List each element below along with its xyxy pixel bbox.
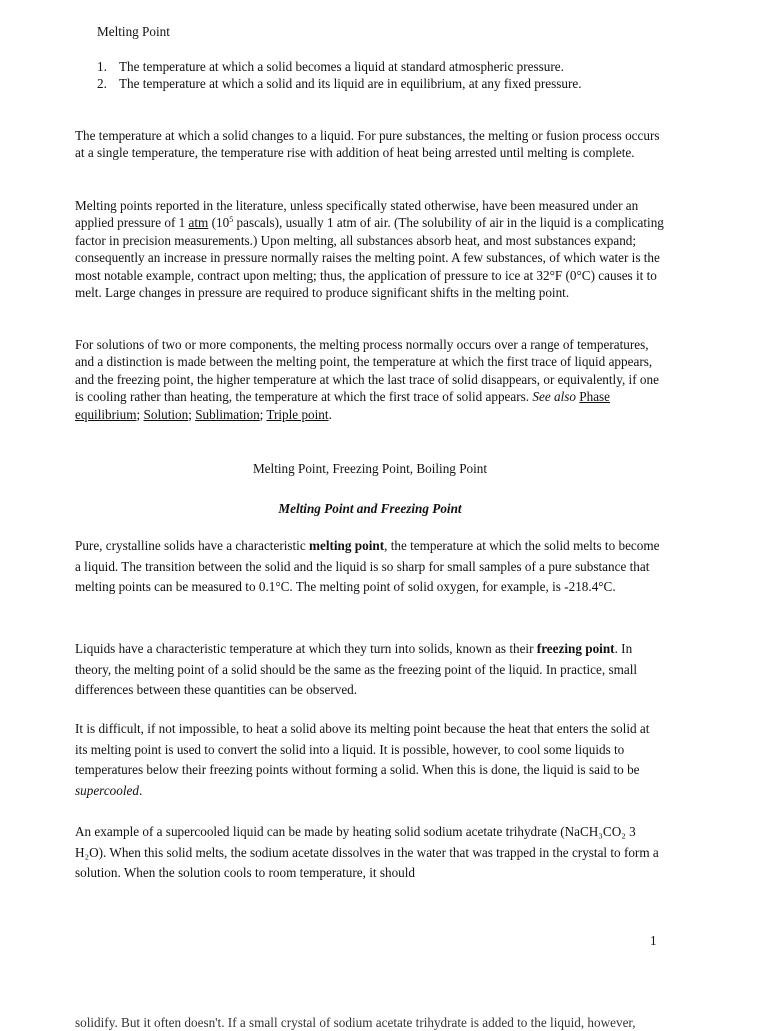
definition-item xyxy=(97,75,697,92)
link-phase-equilibrium[interactable]: Phase equilibrium xyxy=(75,389,611,422)
link-sublimation[interactable]: Sublimation xyxy=(195,406,260,422)
separator: ; xyxy=(188,406,196,422)
text-span: (10 xyxy=(208,215,230,231)
link-solution[interactable]: Solution xyxy=(143,406,189,422)
text-span: pascals), usually 1 atm of air. (The solubility of air in the liquid is a complicating factor in precision measurements.) Upon melting, all substances absorb heat, and most substances expand; consequently an increase in pressure normally raises the melting point. A few substances, of which water is the most notable example, contract upon melting; thus, the application of pressure to ice at 32°F (0°C) causes it to melt. Large changes in pressure are required to produce significant shifts in the melting point. xyxy=(75,215,664,301)
paragraph-sodium-acetate: An example of a supercooled liquid can be made by heating solid sodium acetate trihydrate (NaCH₃CO₂ 3 H₂O). When this solid melts, the sodium acetate dissolves in the water that was trapped in the crystal to form a solution. When the solution cools to room temperature, it should xyxy=(75,824,659,881)
paragraph-melting-point xyxy=(75,536,665,598)
page-number: 1 xyxy=(650,933,657,948)
section-heading: Melting Point, Freezing Point, Boiling Point xyxy=(252,461,488,476)
text-span: It is difficult, if not impossible, to heat a solid above its melting point because the heat that enters the solid at its melting point is used to convert the solid into a liquid. It is possible, however, to cool some liquids to temperatures below their freezing points without forming a solid. When this is done, the liquid is said to be xyxy=(75,721,650,778)
paragraph-supercooling xyxy=(75,719,665,801)
definition-text: The temperature at which a solid and its liquid are in equilibrium, at any fixed pressure. xyxy=(119,76,582,91)
text-span: Melting points reported in the literature, unless specifically stated otherwise, have been measured under an applied pressure of 1 xyxy=(75,198,639,231)
subsection-heading: Melting Point and Freezing Point xyxy=(278,501,462,516)
text-span: For solutions of two or more components, the melting process normally occurs over a range of temperatures, and a distinction is made between the melting point, the temperature at which the first trace of liquid appears, and the freezing point, the higher temperature at which the last trace of solid disappears, or equivalently, if one is cooling rather than heating, the temperature at which the first trace of solid appears. xyxy=(75,337,659,405)
text-span: Liquids have a characteristic temperature at which they turn into solids, known as their xyxy=(75,641,537,656)
paragraph-definition: The temperature at which a solid changes to a liquid. For pure substances, the melting or fusion process occurs at a single temperature, the temperature rise with addition of heat being arrested until melting is complete. xyxy=(75,128,660,161)
term-supercooled: supercooled xyxy=(75,782,139,798)
definition-number: 2. xyxy=(97,76,107,91)
term-freezing-point: freezing point xyxy=(536,641,615,656)
paragraph-pressure xyxy=(75,197,665,301)
separator: ; xyxy=(136,406,144,422)
text-span: , the temperature at which the solid melts to become a liquid. The transition between the solid and the liquid is so sharp for small samples of a pure substance that melting points can be measured to 0.1°C. The melting point of solid oxygen, for example, is -218.4°C. xyxy=(75,538,660,595)
text-span: . In theory, the melting point of a solid should be the same as the freezing point of the liquid. In practice, small differences between these quantities can be observed. xyxy=(75,641,638,698)
definition-item xyxy=(97,58,697,75)
definition-number: 1. xyxy=(97,59,107,74)
text-span: Pure, crystalline solids have a characteristic xyxy=(75,538,309,553)
link-triple-point[interactable]: Triple point xyxy=(266,406,329,422)
paragraph-freezing-point xyxy=(75,639,665,701)
exponent: 5 xyxy=(229,215,234,225)
next-page-fragment: solidify. But it often doesn't. If a small crystal of sodium acetate trihydrate is added to the liquid, however, xyxy=(75,1015,636,1030)
definition-list xyxy=(97,58,697,92)
definition-text: The temperature at which a solid becomes a liquid at standard atmospheric pressure. xyxy=(119,59,564,74)
text-span: . xyxy=(138,782,143,798)
paragraph-solutions xyxy=(75,336,665,423)
see-also-label: See also xyxy=(532,389,576,405)
atm-link[interactable]: atm xyxy=(188,215,209,231)
separator: ; xyxy=(259,406,267,422)
term-melting-point: melting point xyxy=(309,538,385,553)
period: . xyxy=(328,406,332,422)
doc-title: Melting Point xyxy=(97,24,170,39)
